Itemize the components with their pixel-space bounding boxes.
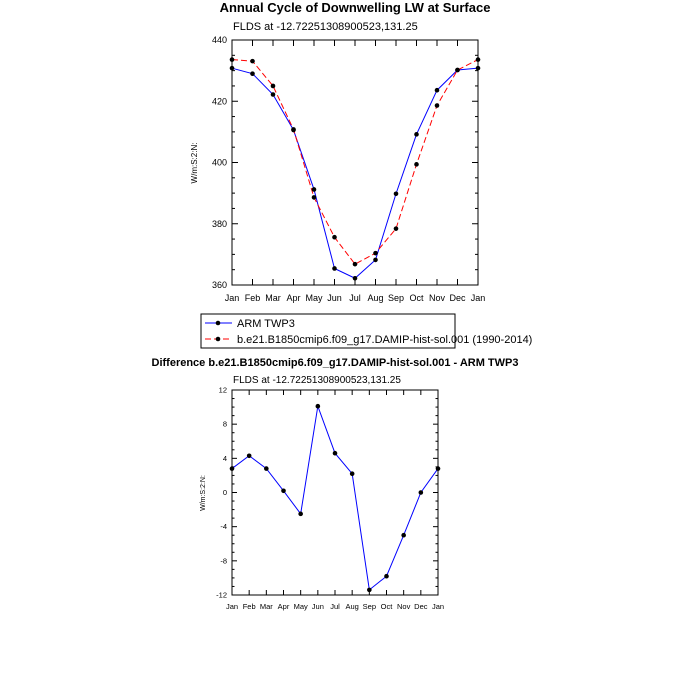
chart2-point [384,574,389,579]
chart2-ytick-label: 0 [222,488,227,497]
chart2-point [367,588,372,593]
chart2-point [350,471,355,476]
chart2-point [316,404,321,409]
chart1-xtick-label: Dec [449,293,466,303]
chart2-series-line-0 [232,406,438,590]
chart1-point [373,251,378,256]
chart2-xtick-label: Dec [414,602,428,611]
chart1-ytick-label: 440 [211,35,227,45]
chart2-point [298,512,303,517]
chart1-plot-frame [232,40,478,285]
chart1-ytick-label: 400 [211,157,227,168]
chart1-xtick-label: May [305,293,323,303]
chart1-xtick-label: Aug [367,293,384,303]
chart1-legend [201,314,532,348]
chart1-point [271,84,276,89]
legend-label-1: b.e21.B1850cmip6.f09_g17.DAMIP-hist-sol.001 (1990-2014) [237,334,533,346]
chart2-ytick-label: 4 [222,453,227,463]
chart2-xtick-label: Nov [396,602,411,611]
chart1-point [394,191,399,196]
chart1-xtick-label: Sep [387,293,405,303]
chart2-xtick-label: Aug [345,602,359,611]
legend-label-0: ARM TWP3 [237,318,295,330]
chart1-point [435,88,440,93]
chart1-point [250,59,255,64]
chart1-point [332,266,337,271]
chart1-xtick-label: Jul [349,293,361,303]
chart2-ylabel: W/m:S:2:N: [200,475,207,511]
chart1-point [394,226,399,231]
legend-marker-1 [216,337,221,342]
chart1-xtick-label: Nov [428,293,446,303]
chart1-xtick-label: Apr [286,293,301,303]
difference-chart [152,357,519,611]
chart2-xtick-label: Jun [311,602,324,611]
annual-cycle-chart [190,0,490,303]
chart2-xtick-label: Jan [431,602,445,611]
chart1-ytick-label: 420 [211,96,227,107]
chart1-point [435,103,440,108]
chart1-xtick-label: Jan [470,293,486,303]
legend-marker-0 [216,321,221,326]
chart2-xtick-label: Sep [362,602,377,611]
chart1-point [414,162,419,167]
chart1-xtick-label: Mar [265,293,281,303]
chart1-point [271,92,276,97]
chart2-xtick-label: Apr [277,602,290,611]
chart1-ytick-label: 360 [211,280,227,290]
chart2-point [264,466,269,471]
chart1-ylabel: W/m:S:2:N: [190,142,199,184]
chart2-ytick-label: -4 [220,522,227,532]
chart1-point [332,235,337,240]
chart2-xtick-label: Feb [242,602,256,611]
chart2-xtick-label: Jan [225,602,239,611]
chart1-point [250,71,255,76]
chart2-ytick-label: 8 [222,419,227,429]
chart1-point [353,262,358,267]
chart1-ytick-label: 380 [211,218,227,229]
chart1-point [312,195,317,200]
chart2-point [281,488,286,493]
chart1-point [414,132,419,137]
chart2-ytick-label: -8 [220,556,227,566]
chart2-point [419,490,424,495]
chart2-xtick-label: Jul [330,602,340,611]
chart2-point [333,451,338,456]
chart2-ytick-label: -12 [216,590,227,600]
chart1-series-line-0 [232,68,478,278]
chart1-xtick-label: Feb [244,293,261,303]
chart2-point [247,453,252,458]
chart1-xtick-label: Jun [327,293,342,303]
chart2-xtick-label: Oct [380,602,393,611]
chart2-xtick-label: Mar [259,602,273,611]
chart1-title: Annual Cycle of Downwelling LW at Surface [219,0,491,15]
chart2-subtitle: FLDS at -12.72251308900523,131.25 [233,375,401,386]
chart2-point [401,533,406,538]
chart1-subtitle: FLDS at -12.72251308900523,131.25 [233,21,418,33]
chart1-xtick-label: Oct [409,293,424,303]
chart2-title: Difference b.e21.B1850cmip6.f09_g17.DAMIP-hist-sol.001 - ARM TWP3 [151,357,519,369]
chart2-plot-frame [232,390,438,595]
chart2-xtick-label: May [293,602,308,611]
chart2-ytick-label: 12 [218,385,227,395]
chart1-point [312,187,317,192]
chart1-point [353,276,358,281]
chart1-point [373,258,378,263]
chart1-point [291,127,296,132]
chart1-point [455,68,460,73]
chart1-xtick-label: Jan [224,293,240,303]
